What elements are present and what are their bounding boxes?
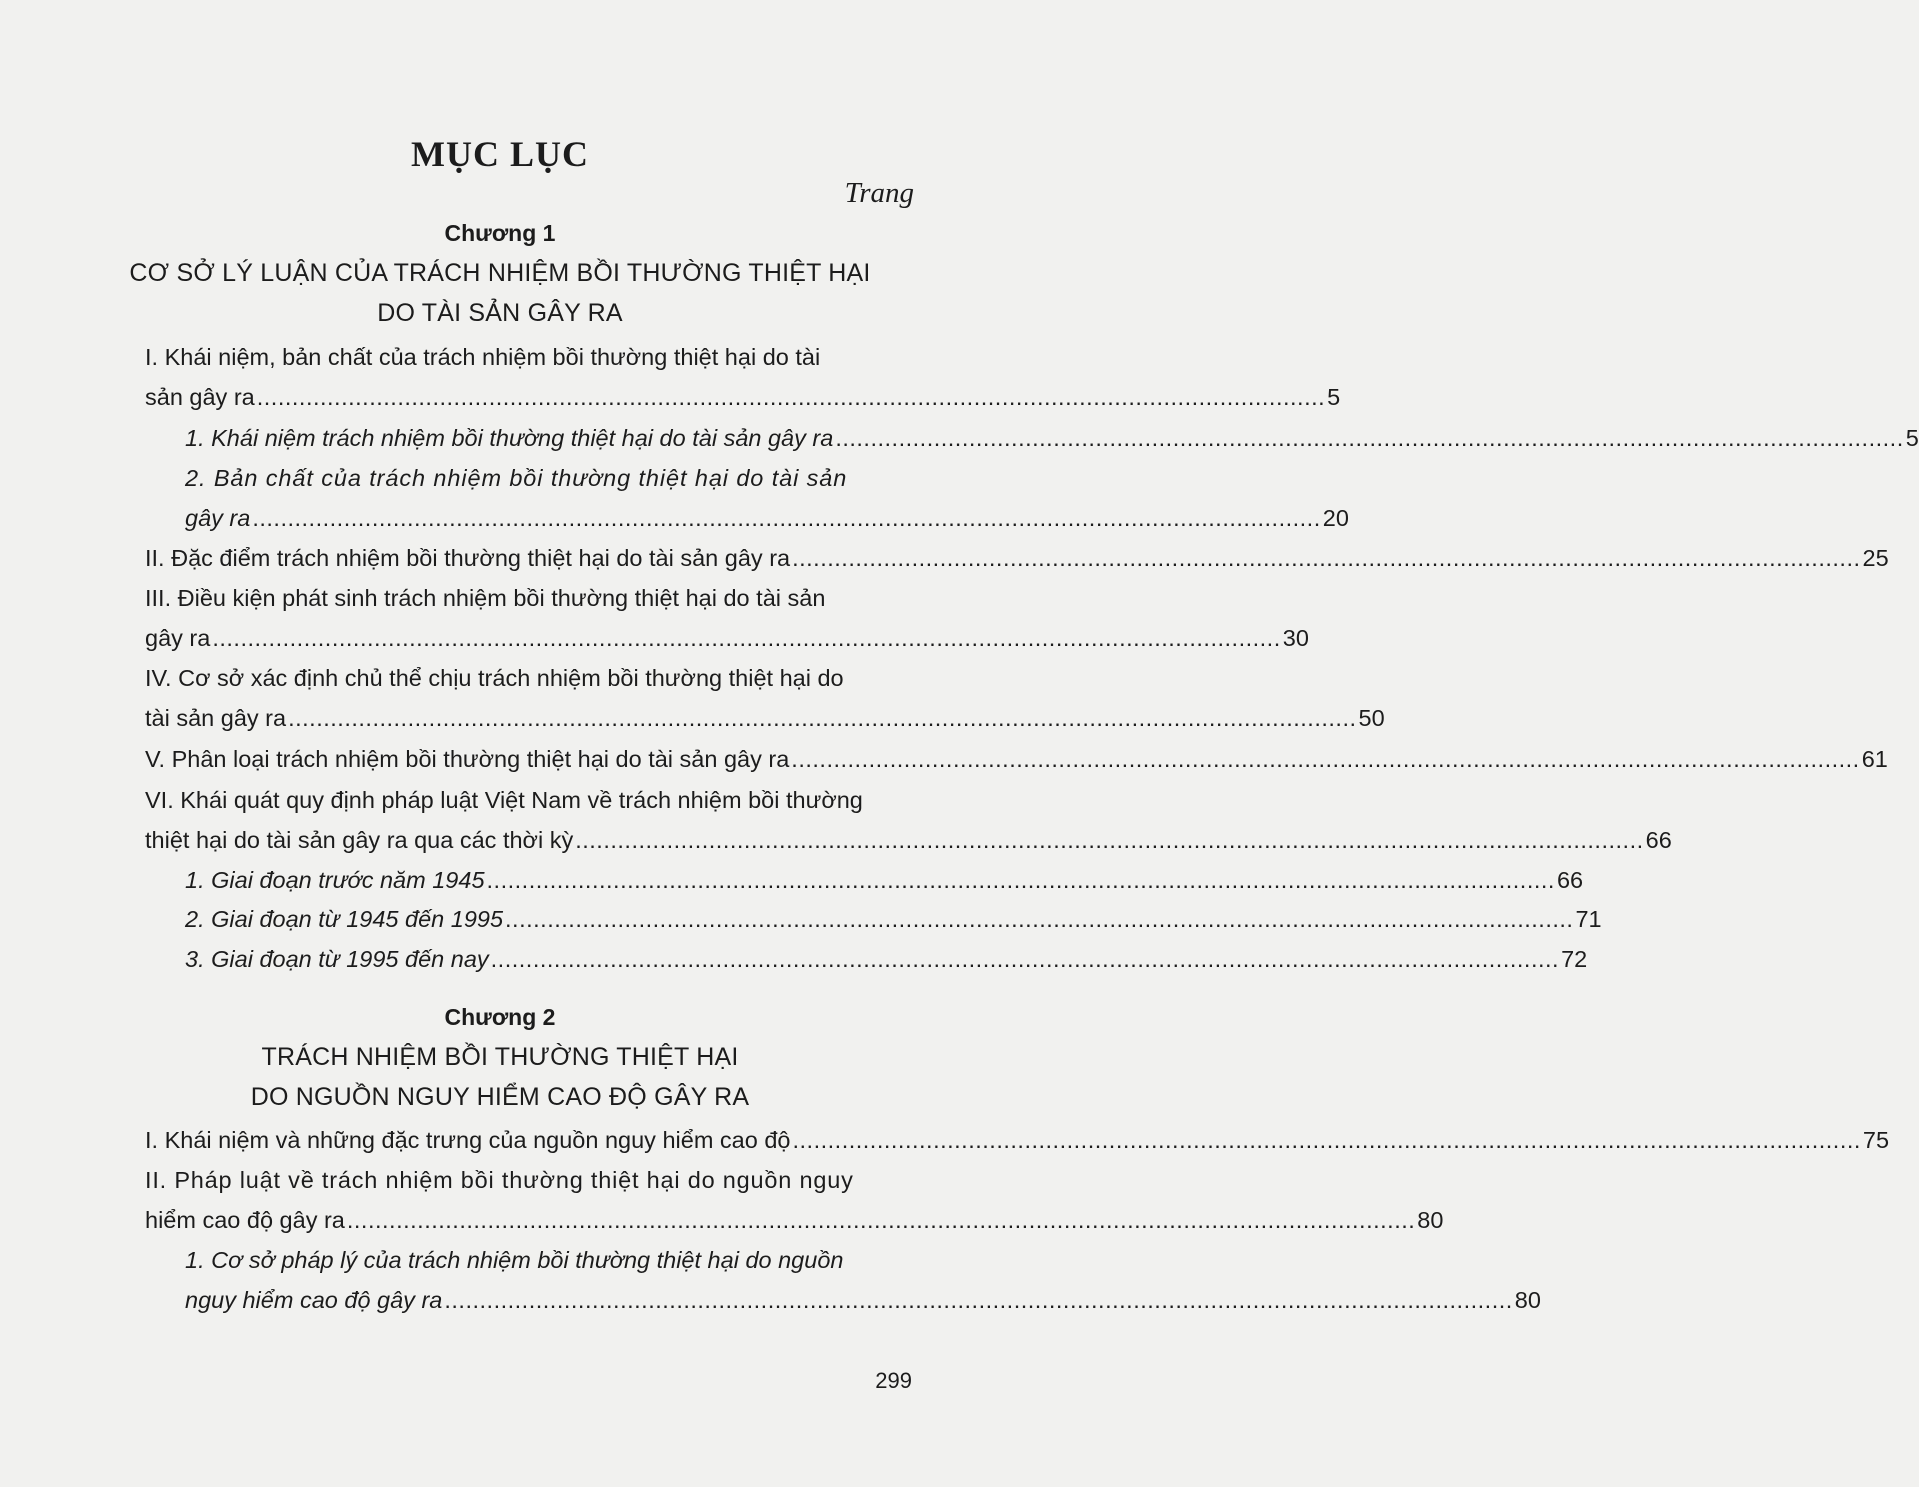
toc-entry-6-line-1: IV. Cơ sở xác định chủ thể chịu trách nhiệm bồi thường thiệt hại do — [145, 665, 844, 691]
toc-entry-11 — [185, 942, 1588, 976]
toc-entry-page: 20 — [1322, 505, 1349, 531]
toc-entry-text: tài sản gây ra — [145, 705, 287, 731]
toc-entry-page: 75 — [1862, 1127, 1890, 1153]
leader-dots: ........................................................................................................................................................ — [212, 625, 1281, 651]
toc-entry-text: V. Phân loại trách nhiệm bồi thường thiệt hại do tài sản gây ra — [145, 746, 790, 772]
leader-dots: ........................................................................................................................................................ — [252, 505, 1321, 531]
toc-entry-2 — [185, 421, 1919, 455]
toc-entry-text: nguy hiểm cao độ gây ra — [185, 1287, 443, 1313]
toc-entry-13 — [145, 1203, 1444, 1237]
leader-dots: ........................................................................................................................................................ — [835, 425, 1904, 451]
toc-entry-text: sản gây ra — [145, 384, 255, 410]
toc-entry-13-line-1: II. Pháp luật về trách nhiệm bồi thường thiệt hại do nguồn nguy — [145, 1167, 854, 1193]
toc-entry-page: 66 — [1556, 867, 1584, 893]
leader-dots: ........................................................................................................................................................ — [505, 906, 1574, 932]
toc-entry-3 — [185, 501, 1349, 535]
toc-entry-page: 5 — [1905, 425, 1919, 451]
toc-entry-7 — [145, 742, 1888, 776]
toc-entry-page: 25 — [1862, 545, 1889, 571]
leader-dots: ........................................................................................................................................................ — [575, 827, 1644, 853]
toc-entry-text: thiệt hại do tài sản gây ra qua các thời kỳ — [145, 827, 574, 853]
toc-entry-text: 1. Khái niệm trách nhiệm bồi thường thiệt hại do tài sản gây ra — [185, 425, 834, 451]
page-column-label: Trang — [844, 177, 914, 209]
chapter-1-title-line-1: CƠ SỞ LÝ LUẬN CỦA TRÁCH NHIỆM BỒI THƯỜNG THIỆT HẠI — [129, 259, 871, 287]
toc-entry-page: 66 — [1645, 827, 1672, 853]
toc-entry-9 — [185, 863, 1584, 897]
leader-dots: ........................................................................................................................................................ — [792, 1127, 1861, 1153]
toc-entry-4 — [145, 541, 1889, 575]
toc-entry-page: 80 — [1417, 1207, 1444, 1233]
leader-dots: ........................................................................................................................................................ — [791, 746, 1860, 772]
chapter-2-title-line-2: DO NGUỒN NGUY HIỂM CAO ĐỘ GÂY RA — [250, 1083, 750, 1111]
toc-entry-page: 50 — [1358, 705, 1385, 731]
toc-entry-text: I. Khái niệm và những đặc trưng của nguồn nguy hiểm cao độ — [145, 1127, 791, 1153]
toc-entry-page: 30 — [1282, 625, 1309, 651]
toc-entry-6 — [145, 701, 1385, 735]
toc-entry-1 — [145, 380, 1341, 414]
toc-entry-1-line-1: I. Khái niệm, bản chất của trách nhiệm bồi thường thiệt hại do tài — [145, 344, 821, 370]
toc-entry-page: 5 — [1327, 384, 1341, 410]
page-number: 299 — [875, 1368, 912, 1393]
toc-entry-text: hiểm cao độ gây ra — [145, 1207, 345, 1233]
toc-entry-12 — [145, 1123, 1890, 1157]
toc-entry-10 — [185, 902, 1602, 936]
toc-entry-3-line-1: 2. Bản chất của trách nhiệm bồi thường thiệt hại do tài sản — [185, 465, 848, 491]
toc-entry-page: 61 — [1861, 746, 1888, 772]
leader-dots: ........................................................................................................................................................ — [444, 1287, 1513, 1313]
chapter-1-number: Chương 1 — [444, 220, 556, 246]
toc-entry-text: 1. Giai đoạn trước năm 1945 — [185, 867, 485, 893]
leader-dots: ........................................................................................................................................................ — [792, 545, 1861, 571]
toc-entry-8-line-1: VI. Khái quát quy định pháp luật Việt Nam về trách nhiệm bồi thường — [145, 787, 863, 813]
toc-entry-text: gây ra — [145, 625, 211, 651]
toc-entry-14-line-1: 1. Cơ sở pháp lý của trách nhiệm bồi thường thiệt hại do nguồn — [185, 1247, 844, 1273]
chapter-2-number: Chương 2 — [444, 1004, 556, 1030]
toc-entry-8 — [145, 823, 1672, 857]
leader-dots: ........................................................................................................................................................ — [490, 946, 1560, 972]
leader-dots: ........................................................................................................................................................ — [346, 1207, 1416, 1233]
toc-entry-page: 72 — [1561, 946, 1588, 972]
leader-dots: ........................................................................................................................................................ — [288, 705, 1357, 731]
leader-dots: ........................................................................................................................................................ — [486, 867, 1555, 893]
toc-entry-14 — [185, 1283, 1541, 1317]
page-title: MỤC LỤC — [411, 134, 589, 174]
toc-entry-text: II. Đặc điểm trách nhiệm bồi thường thiệt hại do tài sản gây ra — [145, 545, 791, 571]
chapter-2-title-line-1: TRÁCH NHIỆM BỒI THƯỜNG THIỆT HẠI — [261, 1043, 739, 1071]
toc-entry-page: 80 — [1514, 1287, 1541, 1313]
leader-dots: ........................................................................................................................................................ — [256, 384, 1326, 410]
toc-entry-text: gây ra — [185, 505, 251, 531]
toc-entry-5 — [145, 621, 1309, 655]
toc-entry-5-line-1: III. Điều kiện phát sinh trách nhiệm bồi thường thiệt hại do tài sản — [145, 585, 826, 611]
toc-entry-text: 3. Giai đoạn từ 1995 đến nay — [185, 946, 489, 972]
toc-entry-text: 2. Giai đoạn từ 1945 đến 1995 — [185, 906, 504, 932]
chapter-1-title-line-2: DO TÀI SẢN GÂY RA — [377, 299, 623, 327]
toc-entry-page: 71 — [1575, 906, 1602, 932]
